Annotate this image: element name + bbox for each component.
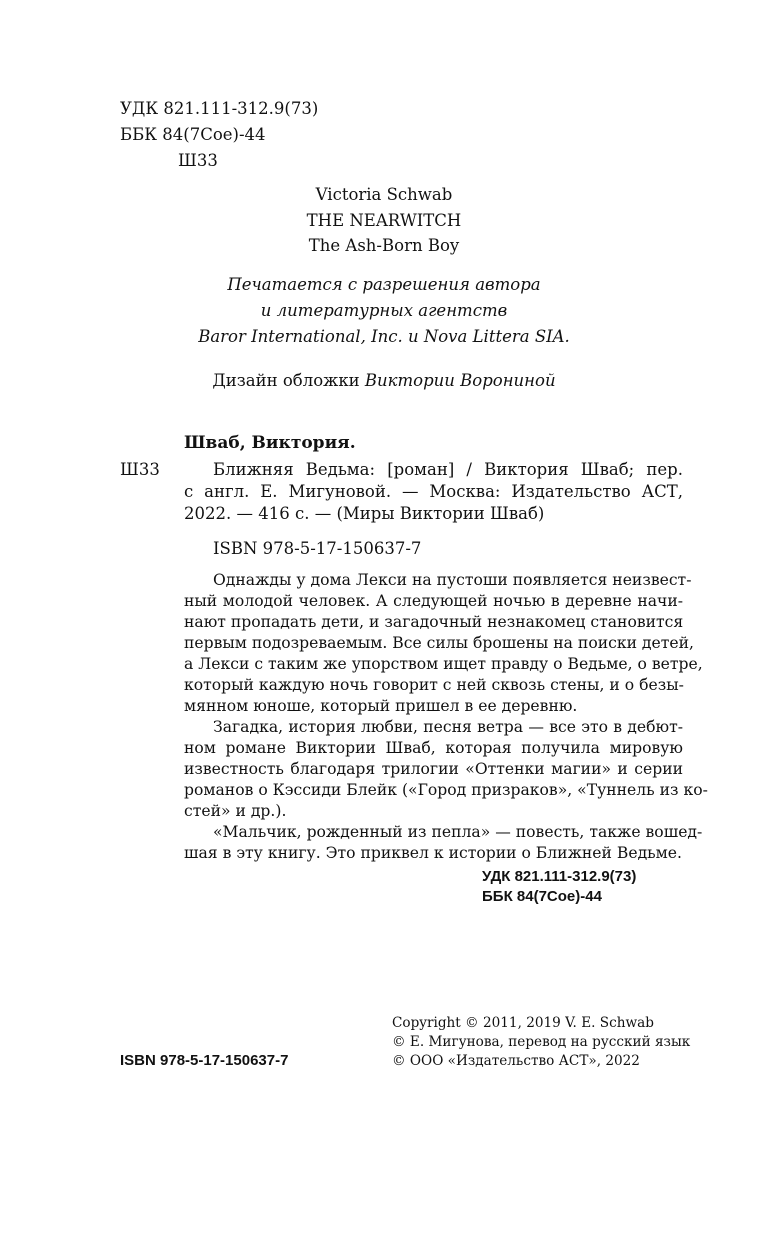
annotation-line: романов о Кэссиди Блейк («Город призраков», «Туннель из ко-: [184, 781, 708, 799]
annotation-line: нают пропадать дети, и загадочный незнакомец становится: [184, 613, 684, 631]
copyright-line-1: Copyright © 2011, 2019 V. E. Schwab: [392, 1015, 654, 1031]
annotation-line: ном романе Виктории Шваб, которая получила мировую: [184, 739, 683, 757]
copyright-line-3: © ООО «Издательство АСТ», 2022: [392, 1053, 640, 1069]
author-mark: Ш33: [178, 151, 218, 170]
cover-design: [0, 370, 768, 392]
catalog-line-2: с англ. Е. Мигуновой. — Москва: Издательство АСТ,: [184, 482, 683, 501]
cover-designer: Виктории Ворониной: [364, 371, 556, 390]
annotation-line: мянном юноше, который пришел в ее деревню.: [184, 697, 578, 715]
footer-bbk: ББК 84(7Сое)-44: [482, 888, 602, 905]
bottom-isbn: ISBN 978-5-17-150637-7: [120, 1052, 289, 1069]
annotation-line: первым подозреваемым. Все силы брошены на поиски детей,: [184, 634, 694, 652]
annotation-line: стей» и др.).: [184, 802, 287, 820]
annotation-line: который каждую ночь говорит с ней сквозь стены, и о безы-: [184, 676, 684, 694]
copyright-line-2: © Е. Мигунова, перевод на русский язык: [392, 1034, 691, 1050]
catalog-line-3: 2022. — 416 с. — (Миры Виктории Шваб): [184, 504, 545, 523]
annotation-line: Загадка, история любви, песня ветра — все это в дебют-: [213, 718, 683, 736]
catalog-author-heading: Шваб, Виктория.: [184, 433, 356, 453]
bbk-code: ББК 84(7Сое)-44: [120, 125, 266, 144]
footer-udk: УДК 821.111-312.9(73): [482, 868, 637, 885]
original-subtitle: The Ash-Born Boy: [308, 236, 460, 255]
permission-line-3: Baror International, Inc. и Nova Littera SIA.: [198, 327, 570, 346]
annotation-line: Однажды у дома Лекси на пустоши появляется неизвест-: [213, 571, 692, 589]
udk-code: УДК 821.111-312.9(73): [120, 99, 319, 118]
annotation-line: «Мальчик, рожденный из пепла» — повесть, также вошед-: [213, 823, 703, 841]
annotation-line: известность благодаря трилогии «Оттенки магии» и серии: [184, 760, 683, 778]
catalog-isbn: ISBN 978-5-17-150637-7: [213, 539, 422, 558]
original-title: THE NEARWITCH: [306, 211, 462, 230]
catalog-line-1: Ближняя Ведьма: [роман] / Виктория Шваб; пер.: [213, 460, 683, 479]
cover-design-prefix: Дизайн обложки: [212, 371, 365, 390]
original-author: Victoria Schwab: [315, 185, 453, 204]
annotation-line: ный молодой человек. А следующей ночью в деревне начи-: [184, 592, 683, 610]
permission-line-2: и литературных агентств: [260, 301, 508, 320]
catalog-mark: Ш33: [120, 460, 160, 479]
annotation-line: шая в эту книгу. Это приквел к истории о Ближней Ведьме.: [184, 844, 682, 862]
annotation-line: а Лекси с таким же упорством ищет правду о Ведьме, о ветре,: [184, 655, 703, 673]
permission-line-1: Печатается с разрешения автора: [227, 275, 541, 294]
